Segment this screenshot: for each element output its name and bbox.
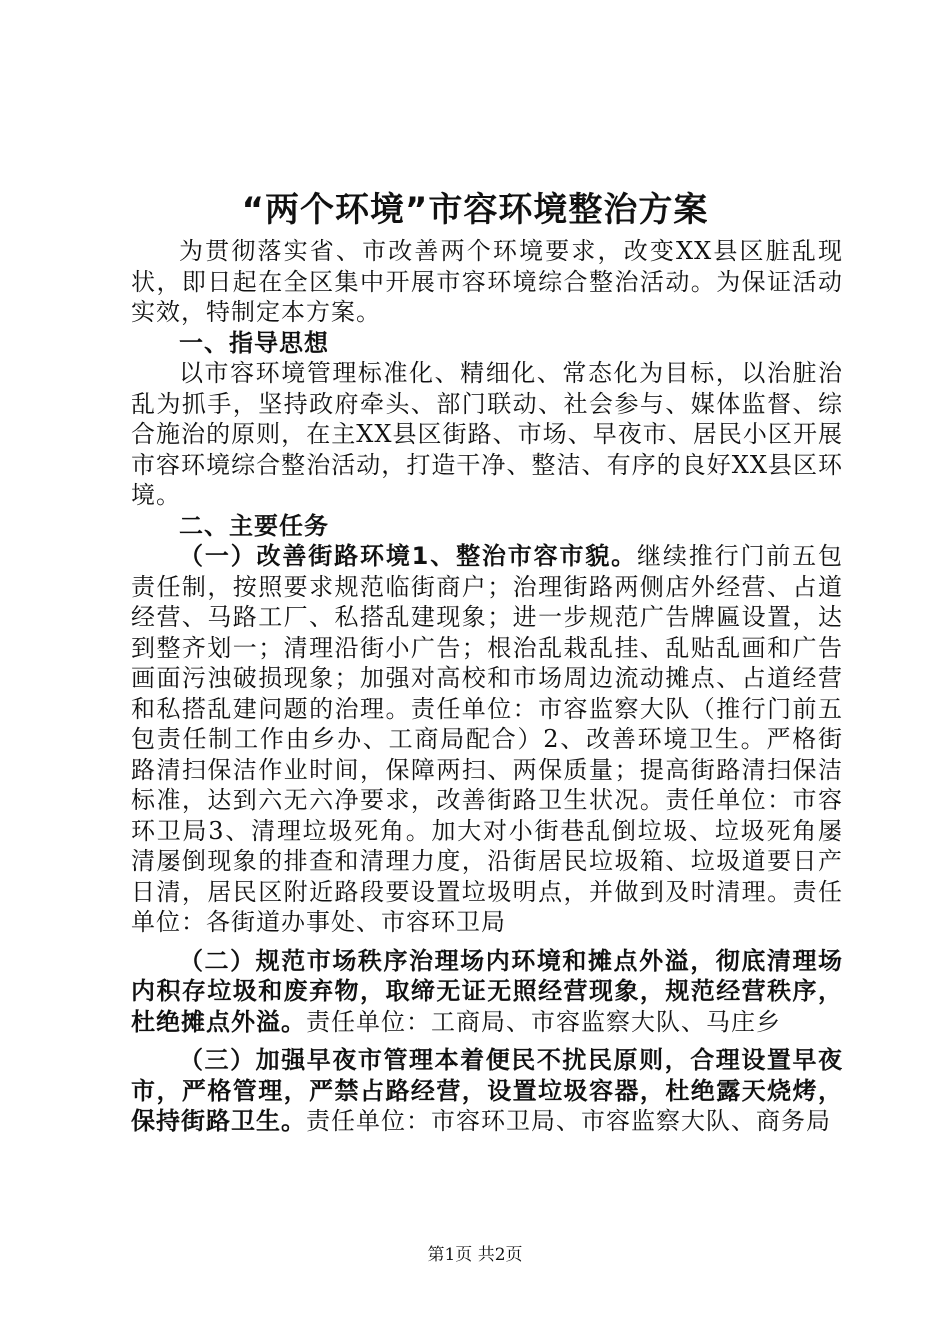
section-heading-main-tasks: 二、主要任务 — [179, 511, 329, 540]
intro-paragraph: 为贯彻落实省、市改善两个环境要求，改变XX县区脏乱现状，即日起在全区集中开展市容环境综合整治活动。为保证活动实效，特制定本方案。 — [131, 237, 843, 326]
task-market-order-paragraph — [131, 946, 843, 1038]
task-night-market-paragraph — [131, 1045, 843, 1137]
task-night-market-heading: （三）加强早夜市管理本着便民不扰民原则，合理设置早夜市，严格管理，严禁占路经营，设置垃圾容器，杜绝露天烧烤，保持街路卫生。 — [131, 1046, 843, 1135]
task-street-environment-heading: （一）改善街路环境1、整治市容市貌。 — [179, 542, 638, 570]
section-heading-guiding-ideology: 一、指导思想 — [179, 328, 329, 357]
document-title: “两个环境”市容环境整治方案 — [241, 190, 709, 230]
task-street-environment-text: 继续推行门前五包责任制，按照要求规范临街商户；治理街路两侧店外经营、占道经营、马路工厂、私搭乱建现象；进一步规范广告牌匾设置，达到整齐划一；清理沿街小广告；根治乱栽乱挂、乱贴乱画和广告画面污浊破损现象；加强对高校和市场周边流动摊点、占道经营和私搭乱建问题的治理。责任单位：市容监察大队（推行门前五包责任制工作由乡办、工商局配合）2、改善环境卫生。严格街路清扫保洁作业时间，保障两扫、两保质量；提高街路清扫保洁标准，达到六无六净要求，改善街路卫生状况。责任单位：市容环卫局3、清理垃圾死角。加大对小街巷乱倒垃圾、垃圾死角屡清屡倒现象的排查和清理力度，沿街居民垃圾箱、垃圾道要日产日清，居民区附近路段要设置垃圾明点，并做到及时清理。责任单位：各街道办事处、市容环卫局 — [131, 542, 844, 936]
task-street-environment-paragraph — [131, 541, 843, 938]
task-night-market-text: 责任单位：市容环卫局、市容监察大队、商务局 — [306, 1107, 831, 1135]
guiding-ideology-paragraph: 以市容环境管理标准化、精细化、常态化为目标，以治脏治乱为抓手，坚持政府牵头、部门联动、社会参与、媒体监督、综合施治的原则，在主XX县区街路、市场、早夜市、居民小区开展市容环境综合整治活动，打造干净、整洁、有序的良好XX县区环境。 — [131, 359, 843, 509]
document-body — [131, 236, 843, 1137]
task-market-order-heading: （二）规范市场秩序治理场内环境和摊点外溢，彻底清理场内积存垃圾和废弃物，取缔无证无照经营现象，规范经营秩序，杜绝摊点外溢。 — [131, 946, 843, 1036]
task-market-order-text: 责任单位：工商局、市容监察大队、马庄乡 — [306, 1007, 781, 1036]
page-indicator: 第1页 共2页 — [427, 1245, 523, 1265]
